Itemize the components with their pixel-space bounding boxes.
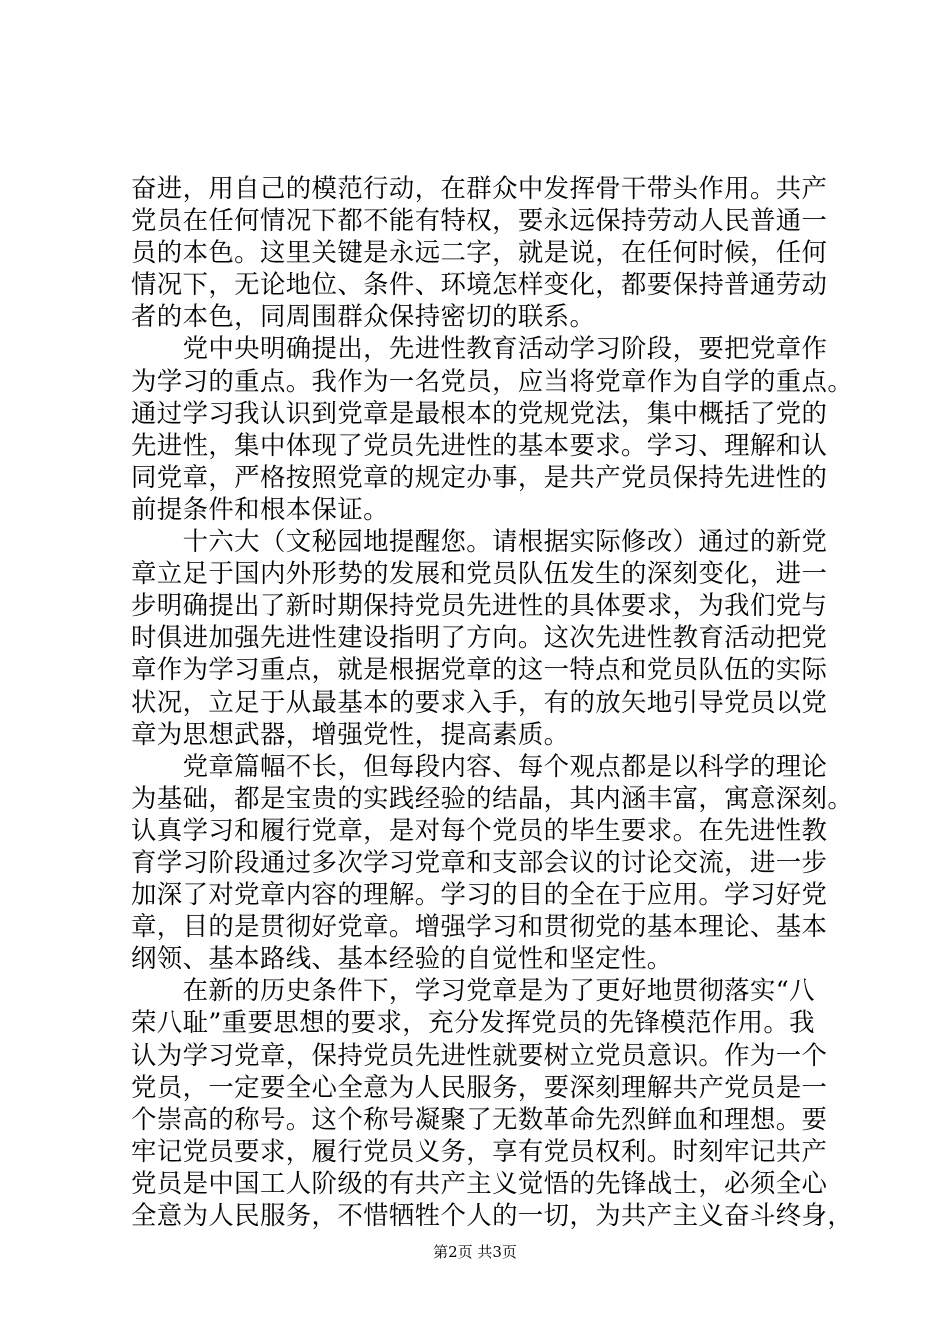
text-line: 章为思想武器，增强党性，提高素质。 [131,718,570,749]
text-line: 牢记党员要求，履行党员义务，享有党员权利。时刻牢记共产 [131,1135,828,1166]
text-line: 时俱进加强先进性建设指明了方向。这次先进性教育活动把党 [131,622,828,653]
text-line: 为基础，都是宝贵的实践经验的结晶，其内涵丰富，寓意深刻。 [131,782,854,813]
text-line: 党员，一定要全心全意为人民服务，要深刻理解共产党员是一 [131,1071,828,1102]
text-line: 步明确提出了新时期保持党员先进性的具体要求，为我们党与 [131,590,828,621]
page-number-footer: 第2页 共3页 [433,1243,517,1261]
text-line: 党章篇幅不长，但每段内容、每个观点都是以科学的理论 [131,750,828,781]
text-line: 者的本色，同周围群众保持密切的联系。 [131,301,596,332]
text-line: 同党章，严格按照党章的规定办事，是共产党员保持先进性的 [131,461,828,492]
text-line: 全意为人民服务，不惜牺牲个人的一切，为共产主义奋斗终身， [131,1200,854,1230]
text-line: 前提条件和根本保证。 [131,493,389,524]
text-line: 加深了对党章内容的理解。学习的目的全在于应用。学习好党 [131,879,828,910]
text-line: 荣八耻”重要思想的要求，充分发挥党员的先锋模范作用。我 [131,1007,815,1038]
text-line: 员的本色。这里关键是永远二字，就是说，在任何时候，任何 [131,237,828,268]
text-line: 育学习阶段通过多次学习党章和支部会议的讨论交流，进一步 [131,846,828,877]
text-line: 认为学习党章，保持党员先进性就要树立党员意识。作为一个 [131,1039,828,1070]
text-line: 章立足于国内外形势的发展和党员队伍发生的深刻变化，进一 [131,558,828,589]
text-line: 党中央明确提出，先进性教育活动学习阶段，要把党章作 [131,333,828,364]
text-line: 为学习的重点。我作为一名党员，应当将党章作为自学的重点。 [131,365,854,396]
body-text [131,172,854,1231]
text-line: 纲领、基本路线、基本经验的自觉性和坚定性。 [131,943,673,974]
text-line: 情况下，无论地位、条件、环境怎样变化，都要保持普通劳动 [131,269,828,300]
text-line: 先进性，集中体现了党员先进性的基本要求。学习、理解和认 [131,429,828,460]
text-line: 十六大（文秘园地提醒您。请根据实际修改）通过的新党 [131,526,828,557]
text-line: 奋进，用自己的模范行动，在群众中发挥骨干带头作用。共产 [131,173,828,203]
text-line: 党员在任何情况下都不能有特权，要永远保持劳动人民普通一 [131,205,828,236]
text-line: 状况，立足于从最基本的要求入手，有的放矢地引导党员以党 [131,686,828,717]
text-line: 通过学习我认识到党章是最根本的党规党法，集中概括了党的 [131,397,828,428]
text-line: 章，目的是贯彻好党章。增强学习和贯彻党的基本理论、基本 [131,911,828,942]
text-line: 个崇高的称号。这个称号凝聚了无数革命先烈鲜血和理想。要 [131,1103,828,1134]
text-line: 在新的历史条件下，学习党章是为了更好地贯彻落实“八 [131,975,815,1006]
text-line: 章作为学习重点，就是根据党章的这一特点和党员队伍的实际 [131,654,828,685]
text-line: 认真学习和履行党章，是对每个党员的毕生要求。在先进性教 [131,814,828,845]
text-line: 党员是中国工人阶级的有共产主义觉悟的先锋战士，必须全心 [131,1167,828,1198]
